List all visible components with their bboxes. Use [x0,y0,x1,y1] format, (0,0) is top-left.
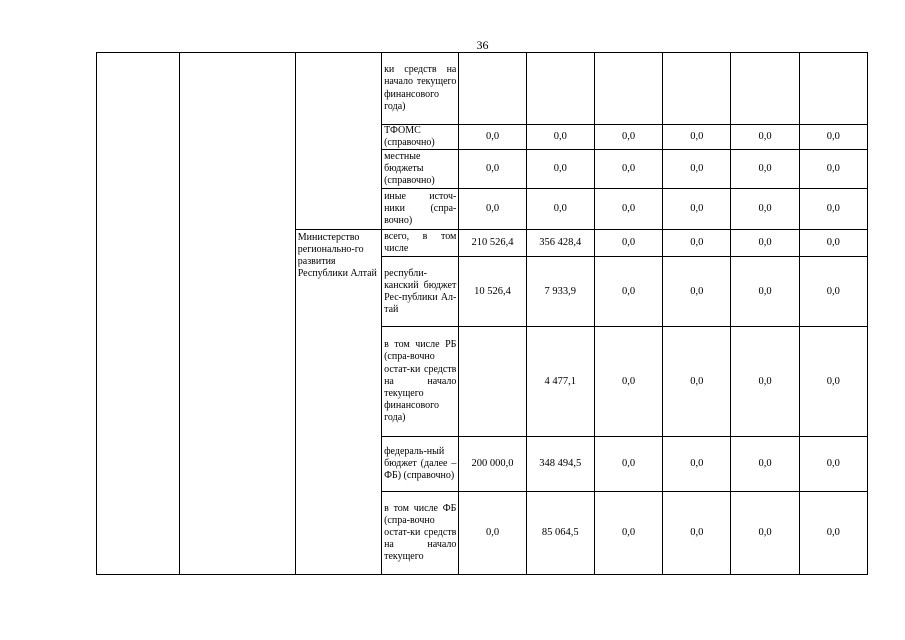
source-cell: республи-канский бюджет Рес-публики Ал-тай [382,257,459,327]
page-number: 36 [476,38,489,52]
empty-column-1 [97,53,180,575]
empty-column-2 [180,53,295,575]
value-cell: 0,0 [594,327,662,437]
value-cell: 0,0 [594,492,662,575]
source-cell: федераль-ный бюджет (далее – ФБ) (справочно) [382,437,459,492]
source-cell: ки средств на начало текущего финансового года) [382,53,459,125]
value-cell: 0,0 [526,150,594,189]
value-cell: 0,0 [799,327,867,437]
value-cell: 0,0 [526,189,594,230]
value-cell: 0,0 [459,125,526,150]
source-cell: местные бюджеты (справочно) [382,150,459,189]
value-cell: 10 526,4 [459,257,526,327]
value-cell: 0,0 [663,230,731,257]
value-cell: 85 064,5 [526,492,594,575]
value-cell: 0,0 [459,189,526,230]
value-cell: 7 933,9 [526,257,594,327]
value-cell: 0,0 [594,230,662,257]
value-cell: 0,0 [663,437,731,492]
value-cell: 0,0 [799,257,867,327]
value-cell: 0,0 [731,189,799,230]
budget-table [96,52,868,575]
value-cell: 0,0 [594,150,662,189]
value-cell: 0,0 [731,327,799,437]
value-cell: 0,0 [663,125,731,150]
value-cell [731,53,799,125]
value-cell: 356 428,4 [526,230,594,257]
value-cell: 0,0 [594,437,662,492]
value-cell: 200 000,0 [459,437,526,492]
value-cell: 0,0 [731,437,799,492]
source-cell: всего, в том числе [382,230,459,257]
value-cell: 0,0 [799,125,867,150]
value-cell: 0,0 [594,125,662,150]
value-cell: 0,0 [731,125,799,150]
value-cell: 210 526,4 [459,230,526,257]
value-cell: 0,0 [663,257,731,327]
value-cell [799,53,867,125]
value-cell: 0,0 [594,257,662,327]
value-cell: 0,0 [731,230,799,257]
source-cell: ТФОМС (справочно) [382,125,459,150]
value-cell: 0,0 [731,150,799,189]
value-cell: 0,0 [799,492,867,575]
value-cell [526,53,594,125]
value-cell: 0,0 [663,189,731,230]
value-cell: 0,0 [459,492,526,575]
value-cell: 4 477,1 [526,327,594,437]
empty-org-cell [295,53,381,230]
value-cell: 0,0 [799,150,867,189]
organization-cell: Министерство регионально-го развития Республики Алтай [295,230,381,575]
value-cell [459,53,526,125]
value-cell: 0,0 [799,189,867,230]
source-cell: в том числе РБ (спра-вочно остат-ки средств на начало текущего финансового года) [382,327,459,437]
value-cell: 0,0 [663,492,731,575]
value-cell: 0,0 [594,189,662,230]
value-cell: 0,0 [731,492,799,575]
value-cell: 0,0 [526,125,594,150]
value-cell: 0,0 [799,437,867,492]
value-cell: 0,0 [799,230,867,257]
source-cell: иные источ-ники (спра-вочно) [382,189,459,230]
value-cell: 0,0 [459,150,526,189]
value-cell [663,53,731,125]
table-row [97,53,868,125]
value-cell: 0,0 [663,150,731,189]
value-cell: 0,0 [663,327,731,437]
value-cell [459,327,526,437]
value-cell [594,53,662,125]
source-cell: в том числе ФБ (спра-вочно остат-ки средств на начало текущего [382,492,459,575]
value-cell: 348 494,5 [526,437,594,492]
value-cell: 0,0 [731,257,799,327]
